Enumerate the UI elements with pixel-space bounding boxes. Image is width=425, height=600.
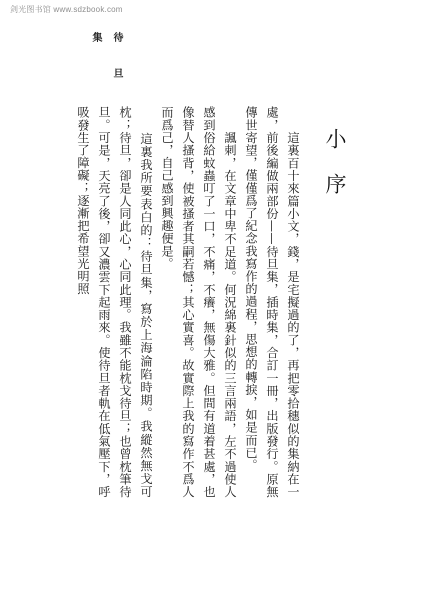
preface-body <box>72 106 303 498</box>
paragraph-3: 這裏我所要表白的：待旦集，寫於上海淪陷時期。我縱然無戈可枕；待旦，卻是人同此心，心同此理。我雖不能枕戈待旦；也曾枕筆待旦。可是，天亮了後，卻又濃雲下起雨來。使待旦者軌在低氣壓下，呼吸發生了障礙；逐漸把希望光明照 <box>76 106 153 498</box>
paragraph-1: 這裏百十來篇小文，錢，是宅擬過的了，再把零拾穗似的集納在一處，前後編做兩部份——待旦集，插時集，合訂一冊，出版發行。原無傳世寄望，僅僅爲了紀念我寫作的過程，思想的轉捩，如是而已。 <box>244 106 300 498</box>
page-title: 小序 <box>323 128 347 218</box>
library-watermark: 剑光图书馆 www.sdzbook.com <box>10 5 123 14</box>
running-header-suffix: 集 <box>90 32 101 68</box>
running-header-title: 待旦 <box>111 32 122 104</box>
paragraph-2: 諷刺，在文章中卑不足道。何況綿裏針似的三言兩語，左不過使人感到俗給蚊蟲叮了一口，不痛，不癢，無傷大雅。但間有道着甚處，也像替人搔背，使被搔者其嗣若憾；其心實喜。故實際上我的寫作不爲人而爲己，自己感到興趣便是。 <box>160 106 237 498</box>
